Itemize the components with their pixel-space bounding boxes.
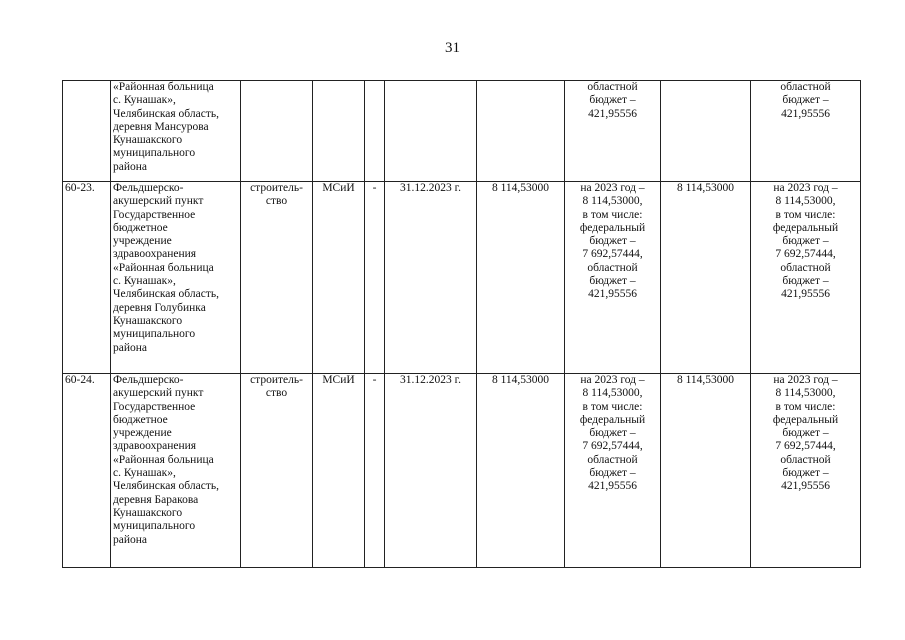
row-number-cell: 60-23. bbox=[63, 182, 111, 374]
allocated-source-cell: на 2023 год – 8 114,53000, в том числе: федеральный бюджет – 7 692,57444, областной бюджет – 421,95556 bbox=[751, 374, 861, 568]
department-cell: МСиИ bbox=[313, 182, 365, 374]
facility-name-cell: Фельдшерско- акушерский пункт Государственное бюджетное учреждение здравоохранения «Районная больница с. Кунашак», Челябинская область, деревня Баракова Кунашакского муниципального района bbox=[111, 374, 241, 568]
funding-source-cell: на 2023 год – 8 114,53000, в том числе: федеральный бюджет – 7 692,57444, областной бюджет – 421,95556 bbox=[565, 374, 661, 568]
department-cell: МСиИ bbox=[313, 374, 365, 568]
allocated-source-cell: на 2023 год – 8 114,53000, в том числе: федеральный бюджет – 7 692,57444, областной бюджет – 421,95556 bbox=[751, 182, 861, 374]
allocated-source-cell: областной бюджет – 421,95556 bbox=[751, 81, 861, 182]
deadline-cell: 31.12.2023 г. bbox=[385, 182, 477, 374]
deadline-cell bbox=[385, 81, 477, 182]
work-type-cell: строитель- ство bbox=[241, 182, 313, 374]
estimated-cost-cell: 8 114,53000 bbox=[477, 374, 565, 568]
facility-name-cell: Фельдшерско- акушерский пункт Государственное бюджетное учреждение здравоохранения «Районная больница с. Кунашак», Челябинская область, деревня Голубинка Кунашакского муниципального района bbox=[111, 182, 241, 374]
allocated-amount-cell: 8 114,53000 bbox=[661, 182, 751, 374]
row-number-cell bbox=[63, 81, 111, 182]
table-row bbox=[63, 182, 861, 374]
row-number-cell: 60-24. bbox=[63, 374, 111, 568]
table-row bbox=[63, 374, 861, 568]
budget-table bbox=[62, 80, 861, 568]
estimated-cost-cell bbox=[477, 81, 565, 182]
dash-cell: - bbox=[365, 374, 385, 568]
page-number: 31 bbox=[445, 40, 460, 56]
estimated-cost-cell: 8 114,53000 bbox=[477, 182, 565, 374]
table-row bbox=[63, 81, 861, 182]
work-type-cell: строитель- ство bbox=[241, 374, 313, 568]
work-type-cell bbox=[241, 81, 313, 182]
allocated-amount-cell: 8 114,53000 bbox=[661, 374, 751, 568]
funding-source-cell: на 2023 год – 8 114,53000, в том числе: федеральный бюджет – 7 692,57444, областной бюджет – 421,95556 bbox=[565, 182, 661, 374]
facility-name-cell: «Районная больница с. Кунашак», Челябинская область, деревня Мансурова Кунашакского муниципального района bbox=[111, 81, 241, 182]
allocated-amount-cell bbox=[661, 81, 751, 182]
dash-cell bbox=[365, 81, 385, 182]
deadline-cell: 31.12.2023 г. bbox=[385, 374, 477, 568]
funding-source-cell: областной бюджет – 421,95556 bbox=[565, 81, 661, 182]
department-cell bbox=[313, 81, 365, 182]
dash-cell: - bbox=[365, 182, 385, 374]
